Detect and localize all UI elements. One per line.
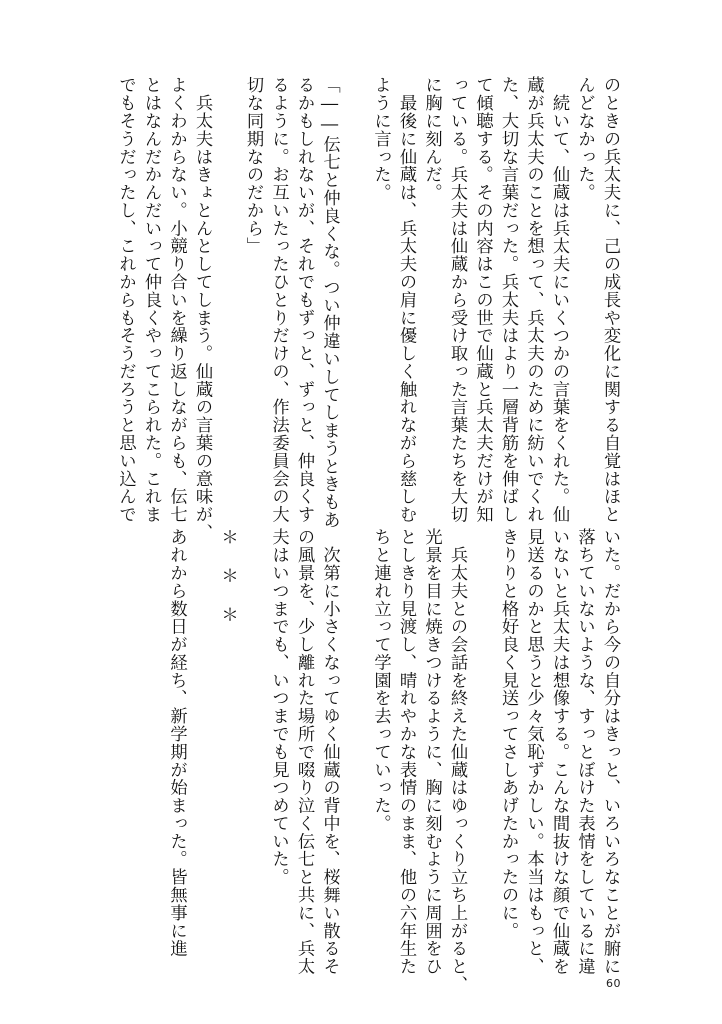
text-line: るように。お互いたったひとりだけの、作法委員会の大 xyxy=(268,76,289,524)
text-line: 続いて、仙蔵は兵太夫にいくつかの言葉をくれた。仙 xyxy=(549,76,569,524)
text-line: とはなんだかんだいって仲良くやってこられた。これま xyxy=(141,76,161,524)
text-line: 夫はいつまでも、いつまでも見つめていた。 xyxy=(268,528,289,886)
text-line: きりりと格好良く見送ってさしあげたかったのに。 xyxy=(498,528,518,940)
text-line: に胸に刻んだ。 xyxy=(421,76,442,202)
text-line: あれから数日が経ち、新学期が始まった。皆無事に進 xyxy=(166,528,187,958)
text-line: 次第に小さくなってゆく仙蔵の背中を、桜舞い散るそ xyxy=(319,528,340,976)
text-line: ちと連れ立って学園を去っていった。 xyxy=(370,528,391,833)
text-line: ＊ ＊ ＊ xyxy=(217,528,238,625)
page-number: 60 xyxy=(606,977,621,990)
text-line: いないと兵太夫は想像する。こんな間抜けな顔で仙蔵を xyxy=(549,528,569,976)
text-line: 光景を目に焼きつけるように、胸に刻むように周囲をひ xyxy=(421,528,442,976)
text-line: るかもしれないが、それでもずっと、ずっと、仲良くす xyxy=(294,76,314,524)
text-line: ように言った。 xyxy=(370,76,391,202)
text-line: んどなかった。 xyxy=(574,76,595,202)
text-line: のときの兵太夫に、己の成長や変化に関する自覚はほと xyxy=(600,76,620,524)
text-line: よくわからない。小競り合いを繰り返しながらも、伝七 xyxy=(166,76,187,524)
text-line: 最後に仙蔵は、兵太夫の肩に優しく触れながら慈しむ xyxy=(396,76,416,524)
text-line: 兵太夫はきょとんとしてしまう。仙蔵の言葉の意味が、 xyxy=(192,76,212,542)
text-line: いた。だから今の自分はきっと、いろいろなことが腑に xyxy=(600,528,620,976)
text-line: っている。兵太夫は仙蔵から受け取った言葉たちを大切 xyxy=(447,76,467,524)
text-line: 切な同期なのだから」 xyxy=(243,76,263,255)
text-line: た、大切な言葉だった。兵太夫はより一層背筋を伸ばし xyxy=(498,76,518,524)
text-line: 見送るのかと思うと少々気恥ずかしい。本当はもっと、 xyxy=(523,528,544,976)
text-line: 落ちていないような、すっとぼけた表情をしているに違 xyxy=(574,528,595,976)
text-line: 「――伝七と仲良くな。つい仲違いしてしまうときもあ xyxy=(319,76,340,529)
text-line: 兵太夫との会話を終えた仙蔵はゆっくり立ち上がると、 xyxy=(447,528,467,994)
text-line: 蔵が兵太夫のことを想って、兵太夫のために紡いでくれ xyxy=(523,76,544,524)
text-line: の風景を、少し離れた場所で啜り泣く伝七と共に、兵太 xyxy=(294,528,314,976)
text-line: でもそうだったし、これからもそうだろうと思い込んで xyxy=(115,76,136,524)
text-line: て傾聴する。その内容はこの世で仙蔵と兵太夫だけが知 xyxy=(472,76,493,524)
text-line: としきり見渡し、晴れやかな表情のまま、他の六年生た xyxy=(396,528,416,976)
